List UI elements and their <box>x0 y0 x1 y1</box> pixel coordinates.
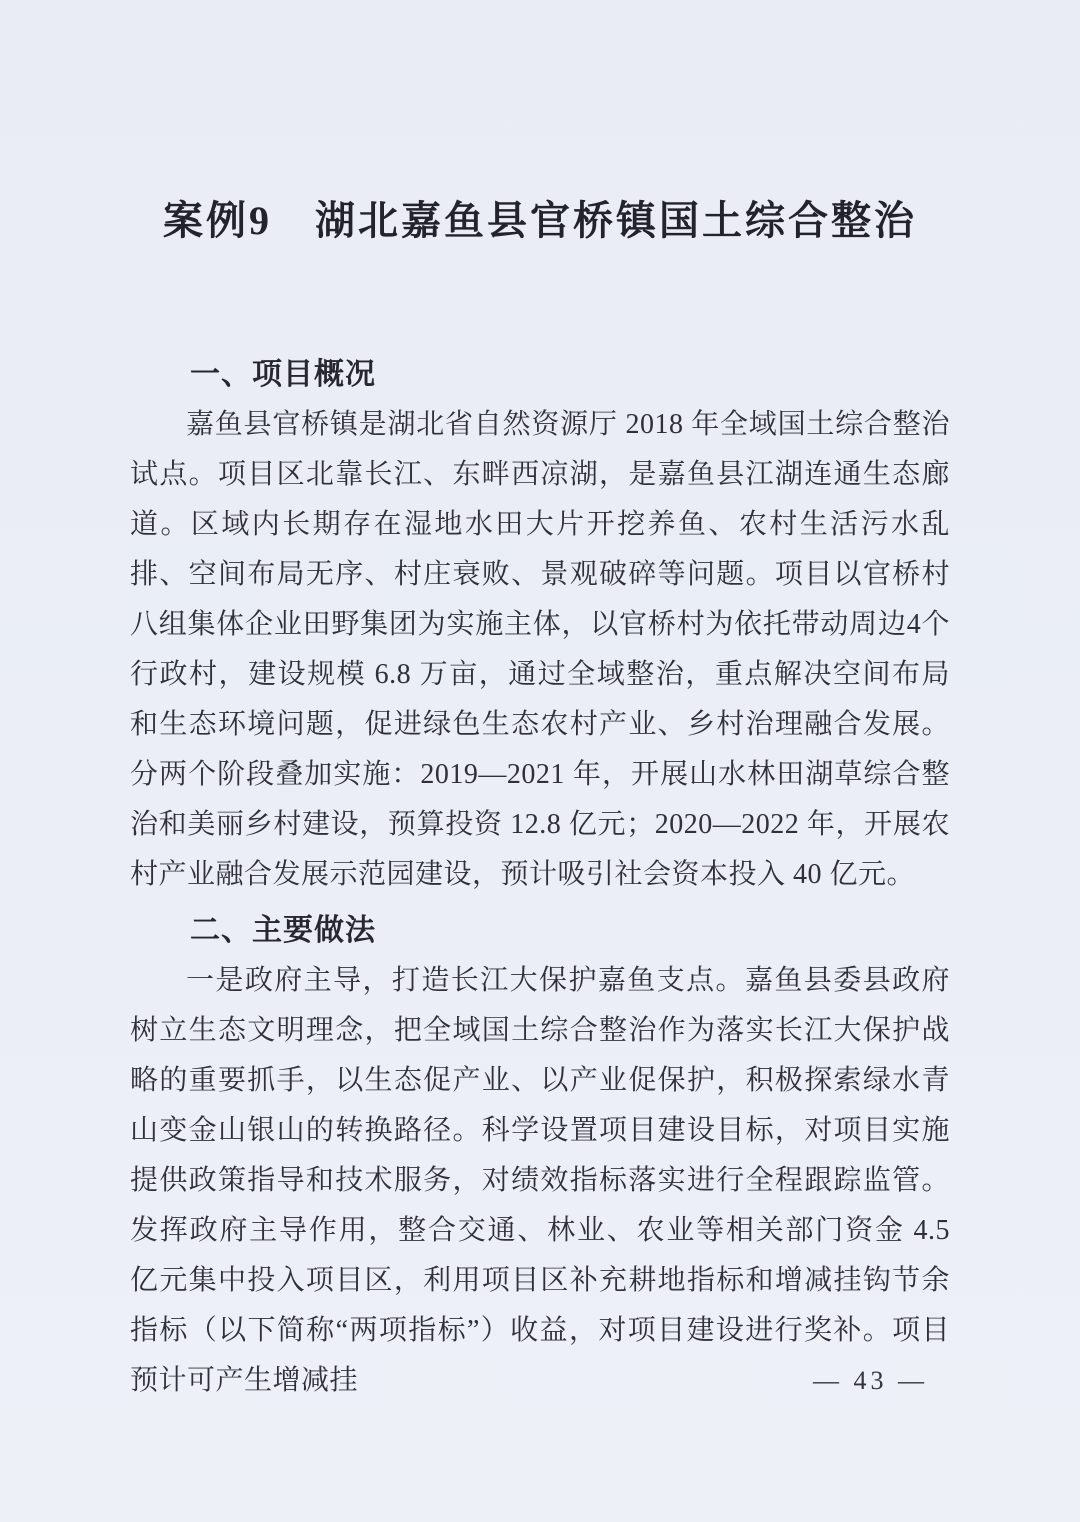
paragraph-overview: 嘉鱼县官桥镇是湖北省自然资源厅 2018 年全域国土综合整治试点。项目区北靠长江、东畔西凉湖，是嘉鱼县江湖连通生态廊道。区域内长期存在湿地水田大片开挖养鱼、农村生活污水乱排、空间布局无序、村庄衰败、景观破碎等问题。项目以官桥村八组集体企业田野集团为实施主体，以官桥村为依托带动周边4个行政村，建设规模 6.8 万亩，通过全域整治，重点解决空间布局和生态环境问题，促进绿色生态农村产业、乡村治理融合发展。分两个阶段叠加实施：2019—2021 年，开展山水林田湖草综合整治和美丽乡村建设，预算投资 12.8 亿元；2020—2022 年，开展农村产业融合发展示范园建设，预计吸引社会资本投入 40 亿元。 <box>130 409 950 890</box>
section-heading-overview: 一、项目概况 <box>190 358 376 391</box>
paragraph-practices: 一是政府主导，打造长江大保护嘉鱼支点。嘉鱼县委县政府树立生态文明理念，把全域国土综合整治作为落实长江大保护战略的重要抓手，以生态促产业、以产业促保护，积极探索绿水青山变金山银山的转换路径。科学设置项目建设目标，对项目实施提供政策指导和技术服务，对绩效指标落实进行全程跟踪监管。发挥政府主导作用，整合交通、林业、农业等相关部门资金 4.5 亿元集中投入项目区，利用项目区补充耕地指标和增减挂钩节余指标（以下简称“两项指标”）收益，对项目建设进行奖补。项目预计可产生增减挂 <box>130 965 950 1396</box>
section-heading-practices: 二、主要做法 <box>190 914 376 947</box>
section-main-practices <box>130 906 950 1406</box>
page-title: 案例9 湖北嘉鱼县官桥镇国土综合整治 <box>163 198 917 243</box>
section-project-overview <box>130 350 950 900</box>
page-number: — 43 — <box>813 1366 928 1395</box>
